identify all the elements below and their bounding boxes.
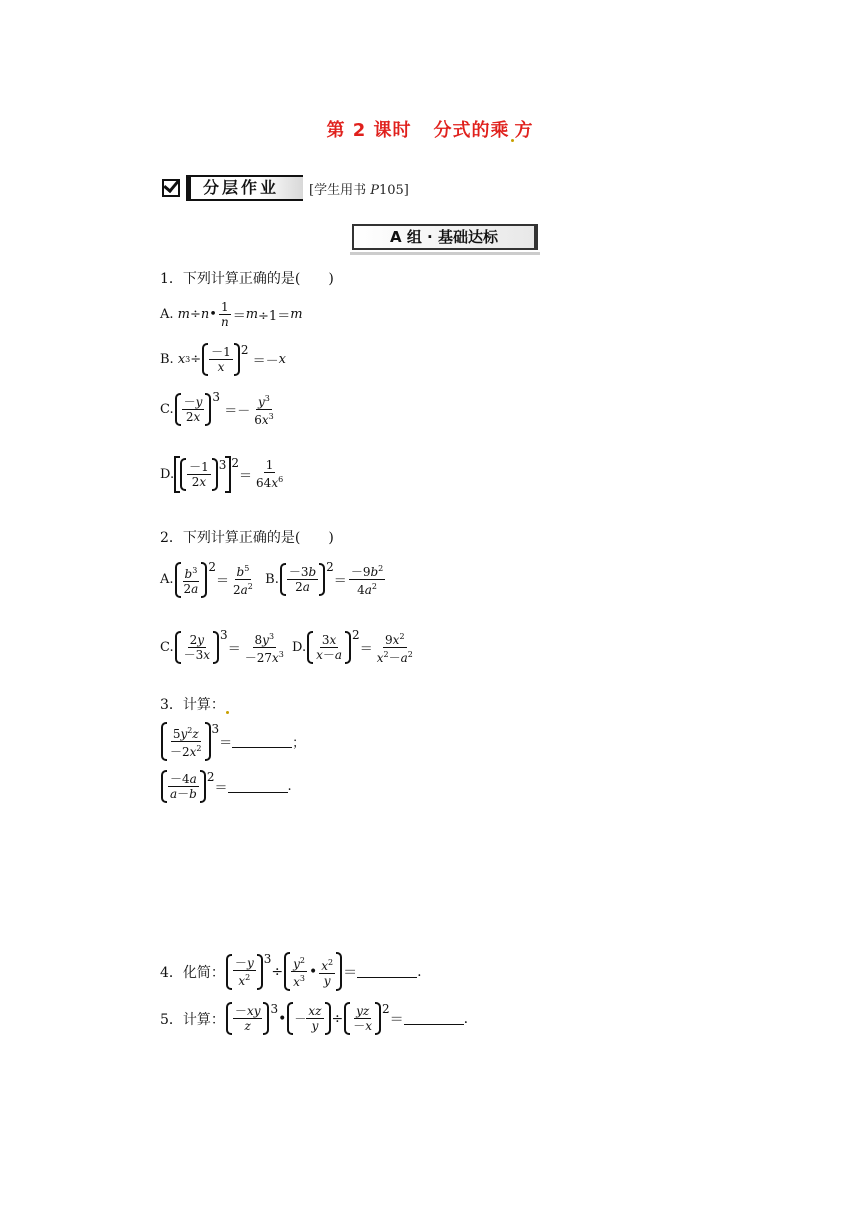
answer-blank[interactable] [404, 1012, 464, 1025]
q2-options-cd: C. $\frac{2y}{-3x}$ 3 ＝ $\frac{8y^3}{-27x^3}$ D. $\frac{3x}{x-a}$ 2 ＝ $\frac{9x^2}{x^2-a^2}$ [160, 628, 413, 665]
answer-blank[interactable] [357, 965, 417, 978]
title-topic-end: 方 [514, 120, 534, 141]
option-label: B. [265, 572, 279, 587]
option-label: D. [160, 466, 175, 482]
q1-option-c: C. $\frac{-y}{2x}$ 3 ＝－ $\frac{y^3}{6x^3}$ [160, 390, 274, 427]
question-3: 3．计算： [160, 694, 230, 714]
textbook-reference: [学生用书 P105] [309, 182, 409, 198]
q2-options-ab: A. $\frac{b^3}{2a}$ 2 ＝ $\frac{b^5}{2a^2}$ B. $\frac{-3b}{2a}$ 2 ＝ $\frac{-9b^2}{4a^2}$ [160, 560, 384, 597]
title-topic: 分式的乘 [433, 120, 510, 141]
option-label: B. [160, 352, 174, 367]
question-5: 5．计算： $\frac{-xy}{z}$ 3 • － $\frac{xz}{y}$ ÷ $\frac{yz}{-x}$ 2 ＝ . [160, 1002, 469, 1033]
q1-option-d: D. $\frac{-1}{2x}$ 3 2 ＝ $\frac{1}{64x^6}$ [160, 456, 284, 490]
option-label: A. [160, 572, 174, 587]
section-header [162, 176, 409, 200]
question-2: 2．下列计算正确的是( ) [160, 530, 334, 546]
q1-option-a: A. m ÷ n • $\frac{1}{n}$ ＝ m ÷1＝ m [160, 300, 303, 329]
group-badge: A 组 · 基础达标 [352, 224, 538, 250]
option-label: C. [160, 640, 174, 655]
question-1: 1．下列计算正确的是( ) [160, 271, 334, 287]
section-banner: 分层作业 [186, 175, 303, 201]
q3-part-1: $\frac{5y^2z}{-2x^2}$ 3 ＝ ； [160, 724, 305, 759]
q3-part-2: $\frac{-4a}{a-b}$ 2 ＝ . [160, 772, 292, 801]
answer-blank[interactable] [232, 735, 292, 748]
question-4: 4．化简： $\frac{-y}{x^2}$ 3 ÷ $\frac{y^2}{x^3}$ • $\frac{x^2}{y}$ ＝ . [160, 952, 422, 989]
title-lesson: 第 2 课时 [326, 120, 412, 141]
option-label: C. [160, 402, 174, 417]
answer-blank[interactable] [228, 780, 288, 793]
page-title [0, 116, 860, 142]
option-label: A. [160, 307, 174, 322]
q1-option-b: B. x 3 ÷ $\frac{-1}{x}$ 2 ＝－ x [160, 343, 286, 374]
checkbox-icon [162, 179, 180, 197]
option-label: D. [292, 640, 307, 655]
